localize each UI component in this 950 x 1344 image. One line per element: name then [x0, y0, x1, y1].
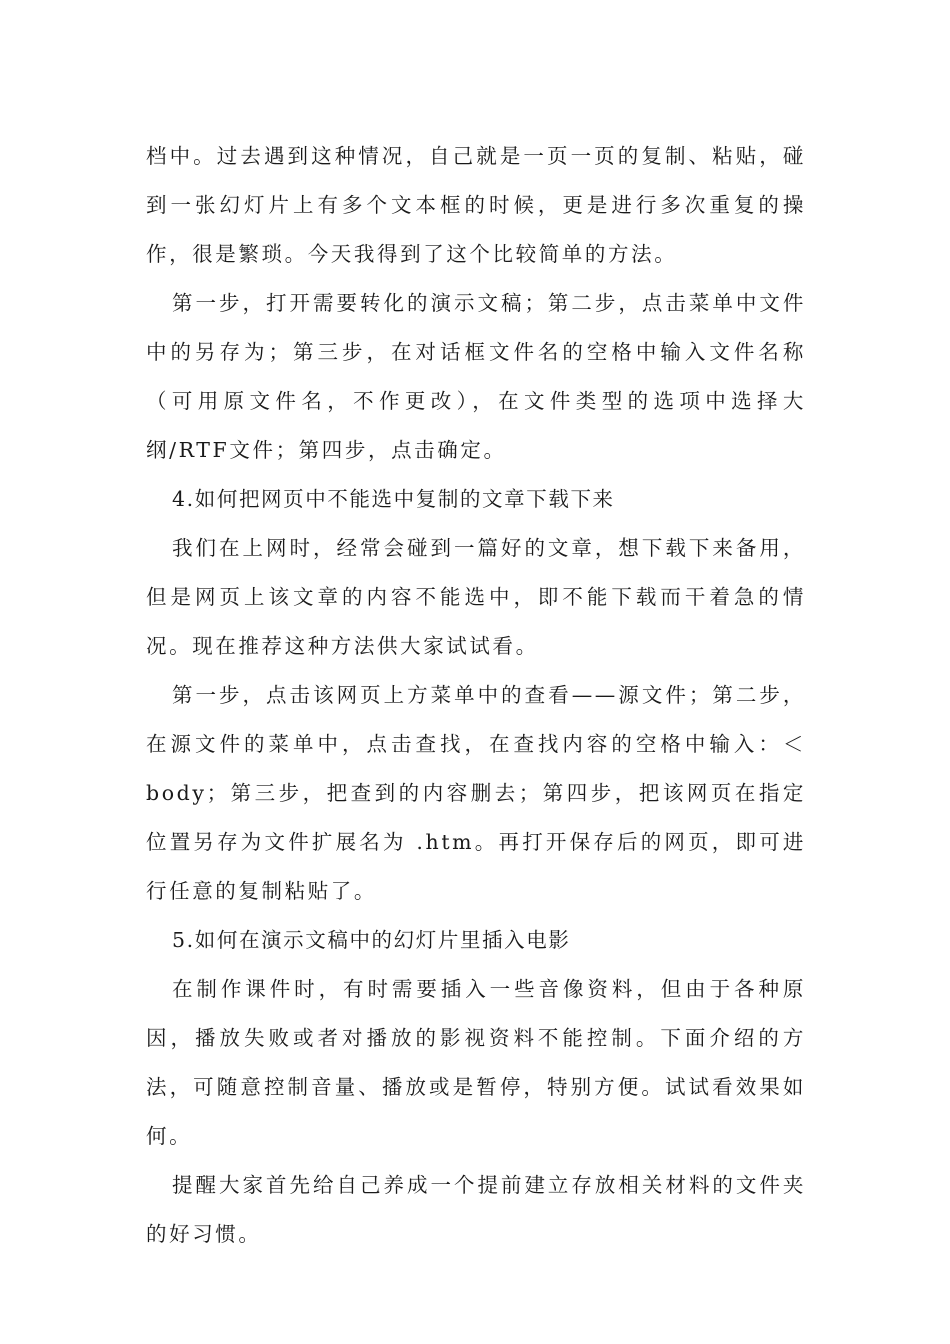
document-body — [146, 132, 806, 1259]
paragraph-5: 在制作课件时，有时需要插入一些音像资料，但由于各种原因，播放失败或者对播放的影视资料不能控制。下面介绍的方法，可随意控制音量、播放或是暂停，特别方便。试试看效果如何。 — [146, 977, 806, 1148]
paragraph-6: 提醒大家首先给自己养成一个提前建立存放相关材料的文件夹的好习惯。 — [146, 1173, 806, 1246]
paragraph-2: 第一步，打开需要转化的演示文稿；第二步，点击菜单中文件中的另存为；第三步，在对话框文件名的空格中输入文件名称（可用原文件名，不作更改），在文件类型的选项中选择大纲/RTF文件；第四步，点击确定。 — [146, 291, 806, 462]
paragraph-1: 档中。过去遇到这种情况，自己就是一页一页的复制、粘贴，碰到一张幻灯片上有多个文本框的时候，更是进行多次重复的操作，很是繁琐。今天我得到了这个比较简单的方法。 — [146, 144, 806, 266]
paragraph-4: 第一步，点击该网页上方菜单中的查看——源文件；第二步，在源文件的菜单中，点击查找，在查找内容的空格中输入：＜body；第三步，把查到的内容删去；第四步，把该网页在指定位置另存为文件扩展名为 .htm。再打开保存后的网页，即可进行任意的复制粘贴了。 — [146, 683, 806, 903]
paragraph-3: 我们在上网时，经常会碰到一篇好的文章，想下载下来备用，但是网页上该文章的内容不能选中，即不能下载而干着急的情况。现在推荐这种方法供大家试试看。 — [146, 536, 806, 658]
section-heading-4: 4.如何把网页中不能选中复制的文章下载下来 — [172, 487, 615, 511]
section-heading-5: 5.如何在演示文稿中的幻灯片里插入电影 — [172, 928, 571, 952]
